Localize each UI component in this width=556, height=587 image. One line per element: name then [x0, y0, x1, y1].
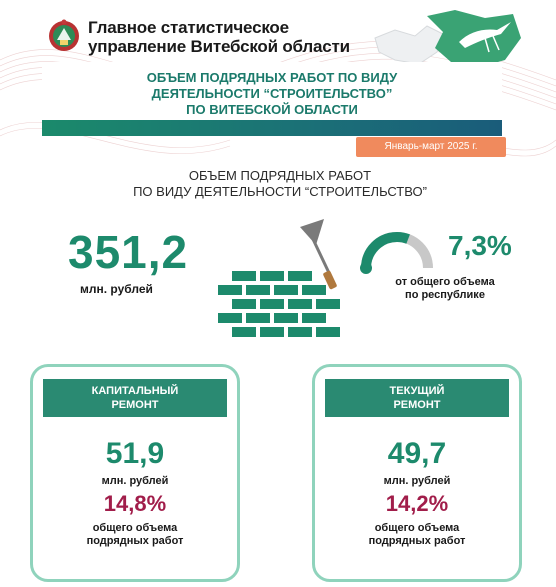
page-title-line2: ДЕЯТЕЛЬНОСТИ “СТРОИТЕЛЬСТВО”	[151, 86, 393, 101]
capital-repair-desc	[33, 522, 237, 548]
current-repair-value: 49,7	[387, 437, 447, 470]
org-name-line1: Главное статистическое	[88, 18, 289, 37]
republic-share-desc	[370, 276, 520, 302]
org-name-line2: управление Витебской области	[88, 37, 350, 56]
current-repair-label-line2: РЕМОНТ	[393, 399, 441, 411]
current-repair-label-line1: ТЕКУЩИЙ	[389, 385, 445, 397]
period-tag: Январь-март 2025 г.	[356, 137, 506, 157]
current-repair-label	[325, 379, 509, 417]
current-repair-unit: млн. рублей	[383, 475, 451, 487]
section-subtitle-line1: ОБЪЕМ ПОДРЯДНЫХ РАБОТ	[188, 168, 372, 183]
current-repair-desc-line1: общего объема	[374, 522, 460, 534]
title-bar	[42, 120, 502, 136]
header	[0, 0, 556, 70]
total-unit: млн. рублей	[80, 282, 153, 296]
gauge-icon	[356, 228, 438, 278]
capital-repair-pct: 14,8%	[103, 491, 167, 516]
current-repair-card	[312, 364, 522, 582]
section-subtitle-line2: ПО ВИДУ ДЕЯТЕЛЬНОСТИ “СТРОИТЕЛЬСТВО”	[133, 184, 427, 199]
page-title-line1: ОБЪЕМ ПОДРЯДНЫХ РАБОТ ПО ВИДУ	[146, 70, 398, 85]
capital-repair-label-line2: РЕМОНТ	[111, 399, 159, 411]
capital-repair-label	[43, 379, 227, 417]
capital-repair-unit: млн. рублей	[101, 475, 169, 487]
republic-share-desc-line2: по республике	[405, 289, 485, 301]
org-name	[88, 18, 350, 56]
republic-share-value: 7,3%	[448, 230, 512, 261]
current-repair-pct: 14,2%	[385, 491, 449, 516]
capital-repair-desc-line2: подрядных работ	[86, 535, 184, 547]
current-repair-desc-line2: подрядных работ	[368, 535, 466, 547]
bricks-icon	[212, 215, 352, 345]
capital-repair-card	[30, 364, 240, 582]
emblem-icon	[48, 18, 80, 54]
republic-share-desc-line1: от общего объема	[395, 276, 495, 288]
total-value: 351,2	[68, 226, 189, 278]
page-title-line3: ПО ВИТЕБСКОЙ ОБЛАСТИ	[186, 102, 358, 117]
capital-repair-value: 51,9	[105, 437, 165, 470]
current-repair-desc	[315, 522, 519, 548]
section-subtitle	[60, 168, 500, 200]
page-title	[60, 70, 484, 118]
capital-repair-label-line1: КАПИТАЛЬНЫЙ	[91, 385, 179, 397]
capital-repair-desc-line1: общего объема	[92, 522, 178, 534]
